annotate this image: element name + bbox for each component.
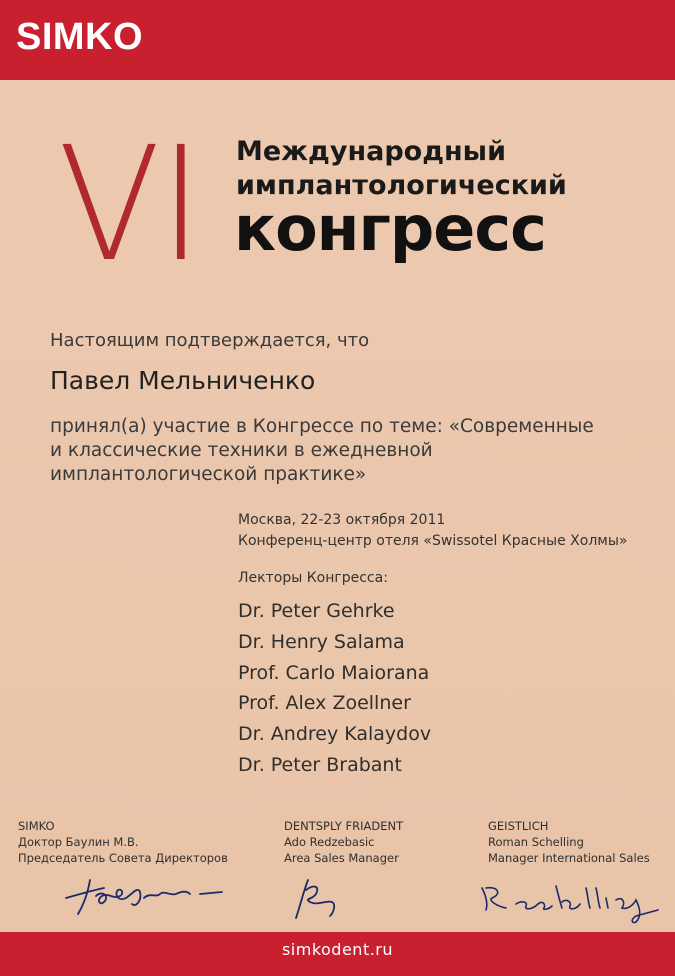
lecturer-item: Prof. Alex Zoellner	[238, 692, 411, 715]
topic-text	[50, 415, 594, 487]
title-line-2: имплантологический	[236, 170, 567, 201]
signature-person: Ado Redzebasic	[284, 835, 375, 849]
lecturer-item: Dr. Henry Salama	[238, 630, 405, 653]
lecturers-heading: Лекторы Конгресса:	[238, 570, 388, 586]
intro-text: Настоящим подтверждается, что	[50, 330, 370, 351]
roman-numeral: VI	[58, 113, 202, 297]
topic-line: принял(а) участие в Конгрессе по теме: «Современные	[50, 416, 594, 437]
handwritten-signature-3	[476, 880, 666, 924]
signature-org: SIMKO	[18, 819, 55, 833]
signature-block-geistlich	[488, 818, 650, 866]
title-line-1: Международный	[236, 136, 506, 167]
handwritten-signature-1	[60, 868, 230, 920]
signature-role: Председатель Совета Директоров	[18, 851, 228, 865]
handwritten-signature-2	[286, 872, 346, 924]
signature-org: GEISTLICH	[488, 819, 549, 833]
event-date: Москва, 22-23 октября 2011	[238, 512, 446, 528]
lecturer-item: Prof. Carlo Maiorana	[238, 661, 430, 684]
footer-url[interactable]: simkodent.ru	[281, 940, 394, 959]
header-band	[0, 0, 675, 80]
event-place	[238, 510, 627, 552]
signature-role: Area Sales Manager	[284, 851, 399, 865]
simko-logo: SIMKO	[16, 16, 144, 58]
lecturer-item: Dr. Peter Brabant	[238, 753, 402, 776]
title-line-3: конгресс	[234, 192, 546, 265]
signature-role: Manager International Sales	[488, 851, 650, 865]
lecturer-item: Dr. Peter Gehrke	[238, 600, 395, 622]
signature-person: Доктор Баулин М.В.	[18, 835, 139, 849]
signature-person: Roman Schelling	[488, 835, 584, 849]
lecturer-item: Dr. Andrey Kalaydov	[238, 723, 432, 746]
topic-line: имплантологической практике»	[50, 464, 367, 485]
signature-org: DENTSPLY FRIADENT	[284, 819, 404, 833]
event-venue: Конференц-центр отеля «Swissotel Красные Холмы»	[238, 533, 628, 549]
lecturers-list	[238, 596, 431, 781]
signature-block-simko	[18, 818, 228, 866]
signature-block-dentsply	[284, 818, 403, 866]
topic-line: и классические техники в ежедневной	[50, 440, 433, 461]
participant-name: Павел Мельниченко	[50, 366, 316, 395]
